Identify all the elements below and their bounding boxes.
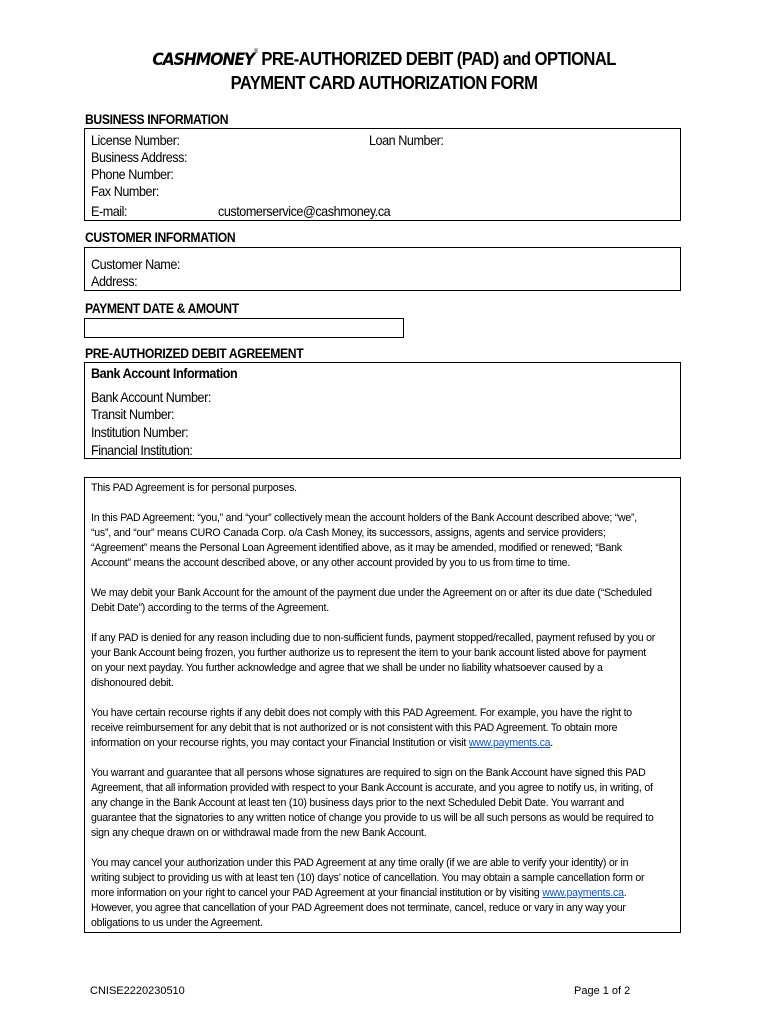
agreement-line: This PAD Agreement is for personal purposes. bbox=[91, 482, 297, 494]
agreement-paragraph bbox=[91, 766, 679, 841]
agreement-line: Account” means the account described above, or any other account provided by you to us from time to time. bbox=[91, 557, 571, 569]
loan-number-field[interactable]: Loan Number: bbox=[369, 132, 444, 148]
registered-mark: ® bbox=[254, 49, 258, 55]
customer-address-field[interactable]: Address: bbox=[91, 273, 138, 289]
payments-ca-link[interactable]: www.payments.ca bbox=[468, 737, 551, 749]
agreement-line: receive reimbursement for any debit that is not authorized or is not consistent with this PAD Agreement. To obtain more bbox=[91, 722, 618, 734]
license-number-field[interactable]: License Number: bbox=[91, 132, 180, 148]
phone-number-field[interactable]: Phone Number: bbox=[91, 166, 174, 182]
pad-heading: PRE-AUTHORIZED DEBIT AGREEMENT bbox=[85, 346, 304, 361]
agreement-line: However, you agree that cancellation of your PAD Agreement does not terminate, cancel, reduce or vary in any way your bbox=[91, 902, 626, 914]
email-value: customerservice@cashmoney.ca bbox=[218, 203, 391, 219]
agreement-paragraph bbox=[91, 631, 679, 691]
agreement-line: You have certain recourse rights if any debit does not comply with this PAD Agreement. For example, you have the right to bbox=[91, 707, 632, 719]
agreement-line: guarantee that the signatories to any written notice of change you provide to us will be all such persons as would be required to bbox=[91, 812, 654, 824]
payment-heading: PAYMENT DATE & AMOUNT bbox=[85, 301, 239, 316]
agreement-line: Debit Date”) according to the terms of the Agreement. bbox=[91, 602, 329, 614]
institution-number-field[interactable]: Institution Number: bbox=[91, 424, 189, 440]
agreement-line: writing subject to providing us with at least ten (10) days’ notice of cancellation. You may obtain a sample cancellation form or bbox=[91, 872, 645, 884]
customer-name-field[interactable]: Customer Name: bbox=[91, 256, 180, 272]
agreement-line: more information on your right to cancel your PAD Agreement at your financial institution or by visiting www.payments.ca. bbox=[91, 887, 627, 899]
agreement-line: any change in the Bank Account at least ten (10) business days prior to the next Scheduled Debit Date. You warrant and bbox=[91, 797, 624, 809]
agreement-line: sign any cheque drawn on or withdrawal made from the new Bank Account. bbox=[91, 827, 427, 839]
agreement-line: In this PAD Agreement: “you,” and “your” collectively mean the account holders of the Bank Account described above; “we”, bbox=[91, 512, 637, 524]
bank-account-number-field[interactable]: Bank Account Number: bbox=[91, 389, 211, 405]
business-address-field[interactable]: Business Address: bbox=[91, 149, 188, 165]
bank-account-box bbox=[84, 362, 681, 459]
agreement-line: on your next payday. You further acknowledge and agree that we shall be under no liability whatsoever caused by a bbox=[91, 662, 603, 674]
agreement-line: dishonoured debit. bbox=[91, 677, 174, 689]
agreement-paragraph bbox=[91, 856, 679, 931]
agreement-line: We may debit your Bank Account for the amount of the payment due under the Agreement on or after its due date (“Scheduled bbox=[91, 587, 652, 599]
agreement-line: If any PAD is denied for any reason including due to non-sufficient funds, payment stopped/recalled, payment refused by you or bbox=[91, 632, 656, 644]
agreement-paragraph bbox=[91, 481, 679, 496]
document-code: CNISE2220230510 bbox=[90, 985, 185, 997]
customer-heading: CUSTOMER INFORMATION bbox=[85, 230, 236, 245]
page-number: Page 1 of 2 bbox=[574, 985, 631, 997]
email-label: E-mail: bbox=[91, 203, 128, 219]
agreement-line: “Agreement” means the Personal Loan Agreement identified above, as it may be amended, modified or renewed; “Bank bbox=[91, 542, 622, 554]
agreement-paragraph bbox=[91, 586, 679, 616]
agreement-line: You may cancel your authorization under this PAD Agreement at any time orally (if we are able to verify your identity) or in bbox=[91, 857, 629, 869]
business-heading: BUSINESS INFORMATION bbox=[85, 112, 229, 127]
payment-date-amount-field[interactable] bbox=[84, 318, 404, 338]
agreement-line: Agreement, that all information provided with respect to your Bank Account is accurate, and you agree to notify us, in writing, of bbox=[91, 782, 653, 794]
agreement-text-box bbox=[84, 477, 681, 933]
agreement-line: “us”, and “our” means CURO Canada Corp. o/a Cash Money, its successors, assigns, agents and service providers; bbox=[91, 527, 606, 539]
customer-info-box bbox=[84, 247, 681, 291]
payments-ca-link[interactable]: www.payments.ca bbox=[542, 887, 624, 899]
bank-account-heading: Bank Account Information bbox=[91, 365, 238, 381]
agreement-line: You warrant and guarantee that all persons whose signatures are required to sign on the Bank Account have signed this PAD bbox=[91, 767, 646, 779]
agreement-line: your Bank Account being frozen, you further authorize us to represent the item to your bank account listed above for payment bbox=[91, 647, 646, 659]
business-info-box bbox=[84, 128, 681, 221]
agreement-line: obligations to us under the Agreement. bbox=[91, 917, 263, 929]
transit-number-field[interactable]: Transit Number: bbox=[91, 406, 175, 422]
fax-number-field[interactable]: Fax Number: bbox=[91, 183, 159, 199]
agreement-line: information on your recourse rights, you may contact your Financial Institution or visit www.payments.ca. bbox=[91, 737, 553, 749]
form-title-line2: PAYMENT CARD AUTHORIZATION FORM bbox=[230, 73, 538, 93]
agreement-paragraph bbox=[91, 706, 679, 751]
agreement-paragraph bbox=[91, 511, 679, 571]
form-title-line1: CASHMONEY® PRE-AUTHORIZED DEBIT (PAD) and OPTIONAL bbox=[152, 49, 616, 70]
cashmoney-logo: CASHMONEY bbox=[152, 50, 255, 70]
financial-institution-field[interactable]: Financial Institution: bbox=[91, 442, 193, 458]
